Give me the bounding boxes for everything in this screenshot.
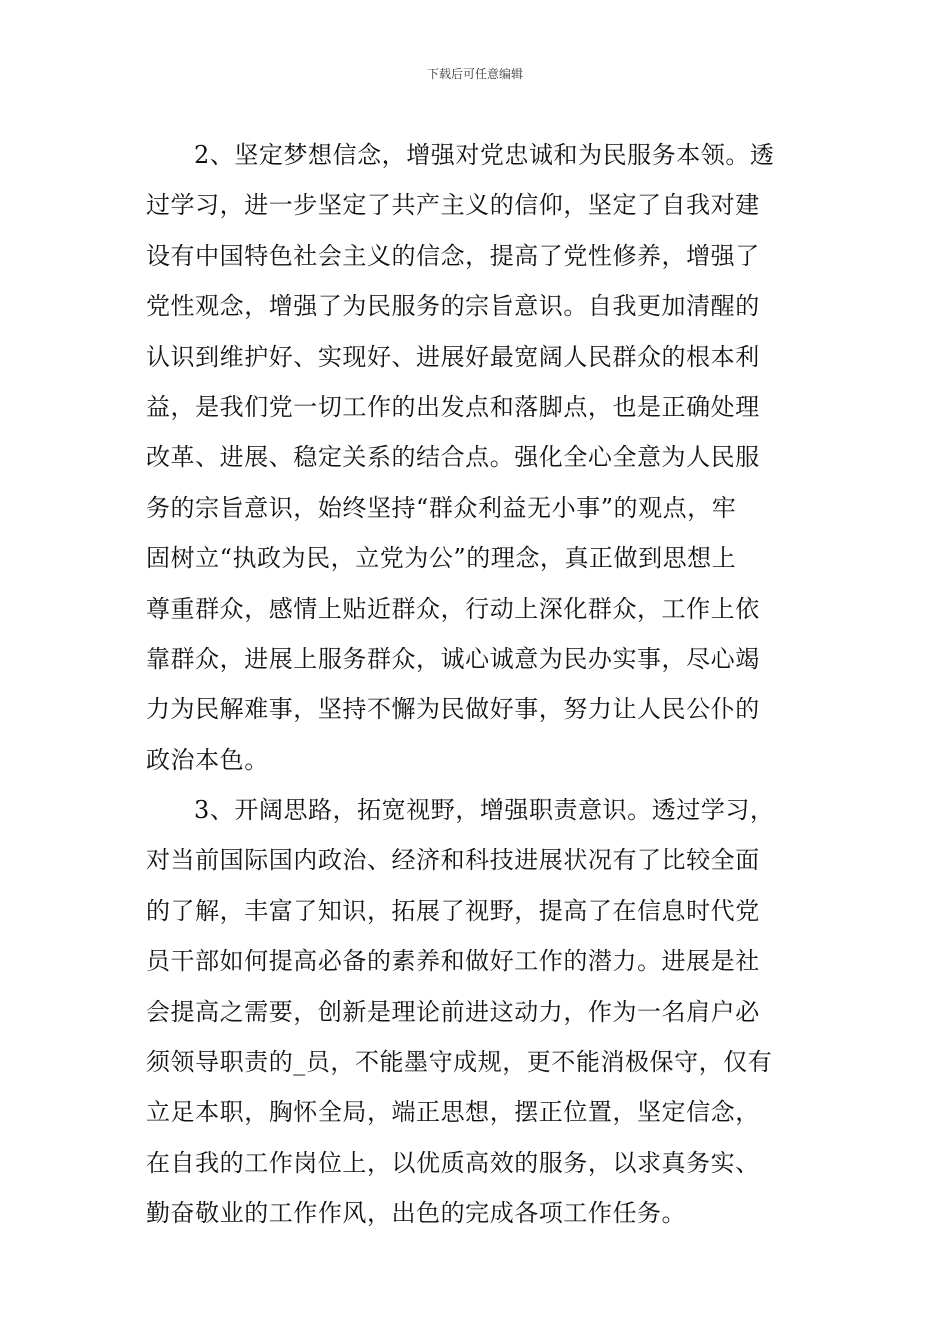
paragraph-line: 政治本色。 bbox=[146, 745, 269, 774]
paragraph-line: 设有中国特色社会主义的信念，提高了党性修养，增强了 bbox=[146, 241, 760, 270]
paragraph-line: 对当前国际国内政治、经济和科技进展状况有了比较全面 bbox=[146, 846, 760, 875]
paragraph-line: 力为民解难事，坚持不懈为民做好事，努力让人民公仆的 bbox=[146, 695, 760, 724]
paragraph-line: 的了解，丰富了知识，拓展了视野，提高了在信息时代党 bbox=[146, 896, 760, 925]
paragraph-line: 改革、进展、稳定关系的结合点。强化全心全意为人民服 bbox=[146, 443, 760, 472]
paragraph-line: 党性观念，增强了为民服务的宗旨意识。自我更加清醒的 bbox=[146, 292, 760, 321]
paragraph-line: 认识到维护好、实现好、进展好最宽阔人民群众的根本利 bbox=[146, 342, 760, 371]
paragraph-line: 员干部如何提高必备的素养和做好工作的潜力。进展是社 bbox=[146, 947, 760, 976]
paragraph-line: 过学习，进一步坚定了共产主义的信仰，坚定了自我对建 bbox=[146, 191, 760, 220]
paragraph-line: 须领导职责的_员，不能墨守成规，更不能消极保守，仅有 bbox=[146, 1048, 773, 1077]
paragraph-3 bbox=[146, 785, 806, 1239]
paragraph-line: 尊重群众，感情上贴近群众，行动上深化群众，工作上依 bbox=[146, 594, 760, 623]
paragraph-line: 立足本职，胸怀全局，端正思想，摆正位置，坚定信念， bbox=[146, 1098, 760, 1127]
paragraph-line: 固树立“执政为民，立党为公”的理念，真正做到思想上 bbox=[146, 544, 737, 573]
paragraph-line: 2、坚定梦想信念，增强对党忠诚和为民服务本领。透 bbox=[194, 141, 775, 169]
paragraph-line: 在自我的工作岗位上，以优质高效的服务，以求真务实、 bbox=[146, 1148, 760, 1177]
paragraph-line: 益，是我们党一切工作的出发点和落脚点，也是正确处理 bbox=[146, 392, 760, 421]
paragraph-2 bbox=[146, 130, 806, 785]
paragraph-line: 务的宗旨意识，始终坚持“群众利益无小事”的观点，牢 bbox=[146, 493, 737, 522]
header-note: 下载后可任意编辑 bbox=[426, 67, 523, 81]
document-body bbox=[146, 130, 806, 1239]
paragraph-line: 靠群众，进展上服务群众，诚心诚意为民办实事，尽心竭 bbox=[146, 644, 760, 673]
paragraph-line: 会提高之需要，创新是理论前进这动力，作为一名肩户必 bbox=[146, 997, 760, 1026]
paragraph-line: 勤奋敬业的工作作风，出色的完成各项工作任务。 bbox=[146, 1199, 687, 1228]
paragraph-line: 3、开阔思路，拓宽视野，增强职责意识。透过学习， bbox=[194, 796, 775, 825]
